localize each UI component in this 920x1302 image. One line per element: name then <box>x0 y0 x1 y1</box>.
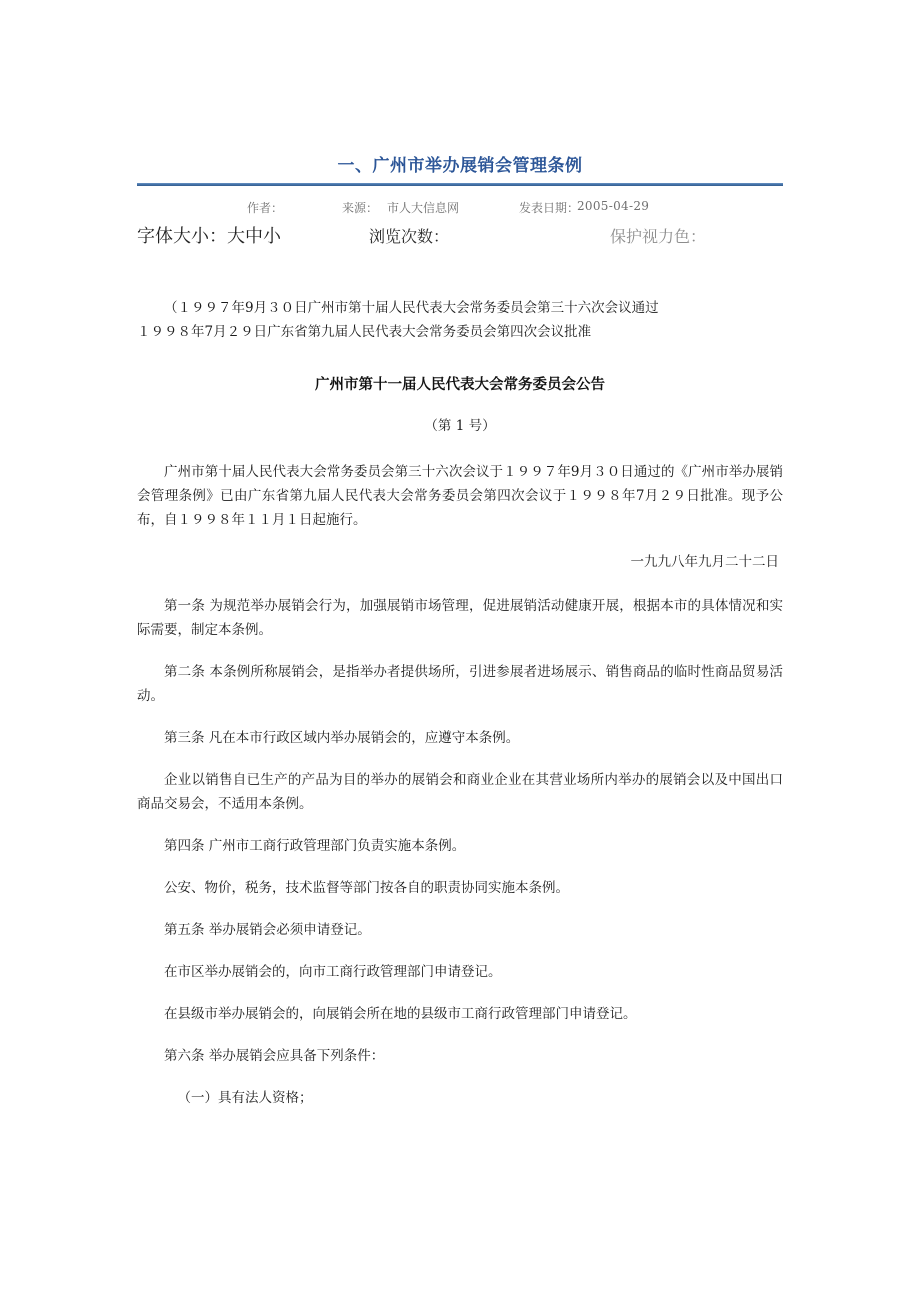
article-paragraph: 在县级市举办展销会的，向展销会所在地的县级市工商行政管理部门申请登记。 <box>164 1006 637 1022</box>
article-paragraph: 第五条 举办展销会必须申请登记。 <box>164 922 371 938</box>
meta-source-value: 市人大信息网 <box>387 201 460 215</box>
article-paragraph: 第三条 凡在本市行政区域内举办展销会的，应遵守本条例。 <box>164 730 520 746</box>
preamble-line-1: （１９９７年9月３０日广州市第十届人民代表大会常务委员会第三十六次会议通过 <box>164 300 659 316</box>
article-toolbar <box>137 222 783 252</box>
article-paragraph: 第六条 举办展销会应具备下列条件： <box>164 1048 385 1064</box>
article-metadata <box>137 196 783 220</box>
document-content <box>137 0 783 1128</box>
article-paragraph: 第二条 本条例所称展销会，是指举办者提供场所，引进参展者进场展示、销售商品的临时性商品贸易活动。 <box>137 664 783 704</box>
meta-author-label: 作者： <box>247 201 284 215</box>
article-paragraph: 公安、物价，税务，技术监督等部门按各自的职责协同实施本条例。 <box>164 880 569 896</box>
announcement-text: 广州市第十届人民代表大会常务委员会第三十六次会议于１９９７年9月３０日通过的《广州市举办展销会管理条例》已由广东省第九届人民代表大会常务委员会第四次会议于１９９８年7月２９日批准。现予公布，自１９９８年１１月１日起施行。 <box>137 464 783 528</box>
eye-protection-color-control[interactable]: 保护视力色： <box>610 227 707 246</box>
article-sub-item: （一）具有法人资格； <box>177 1090 313 1106</box>
article-paragraph: 企业以销售自已生产的产品为目的举办的展销会和商业企业在其营业场所内举办的展销会以及中国出口商品交易会，不适用本条例。 <box>137 772 783 812</box>
view-count-label: 浏览次数： <box>369 227 450 246</box>
spacer <box>137 362 783 372</box>
meta-date-value: 2005-04-29 <box>577 199 650 213</box>
meta-date-label: 发表日期： <box>519 201 580 215</box>
article-paragraph: 在市区举办展销会的，向市工商行政管理部门申请登记。 <box>164 964 502 980</box>
meta-source-label: 来源： <box>342 201 379 215</box>
title-divider <box>137 183 783 186</box>
preamble-line-2: １９９８年7月２９日广东省第九届人民代表大会常务委员会第四次会议批准 <box>137 324 592 340</box>
announcement-date: 一九九八年九月二十二日 <box>630 554 779 570</box>
announcement-number: （第 1 号） <box>424 418 496 434</box>
article-paragraph: 第一条 为规范举办展销会行为，加强展销市场管理，促进展销活动健康开展，根据本市的具体情况和实际需要，制定本条例。 <box>137 598 783 638</box>
page-title: 一、广州市举办展销会管理条例 <box>337 156 583 176</box>
font-size-control[interactable]: 字体大小：大中小 <box>137 226 281 247</box>
article-paragraph: 第四条 广州市工商行政管理部门负责实施本条例。 <box>164 838 466 854</box>
announcement-heading: 广州市第十一届人民代表大会常务委员会公告 <box>315 376 605 393</box>
document-body <box>137 296 783 1110</box>
